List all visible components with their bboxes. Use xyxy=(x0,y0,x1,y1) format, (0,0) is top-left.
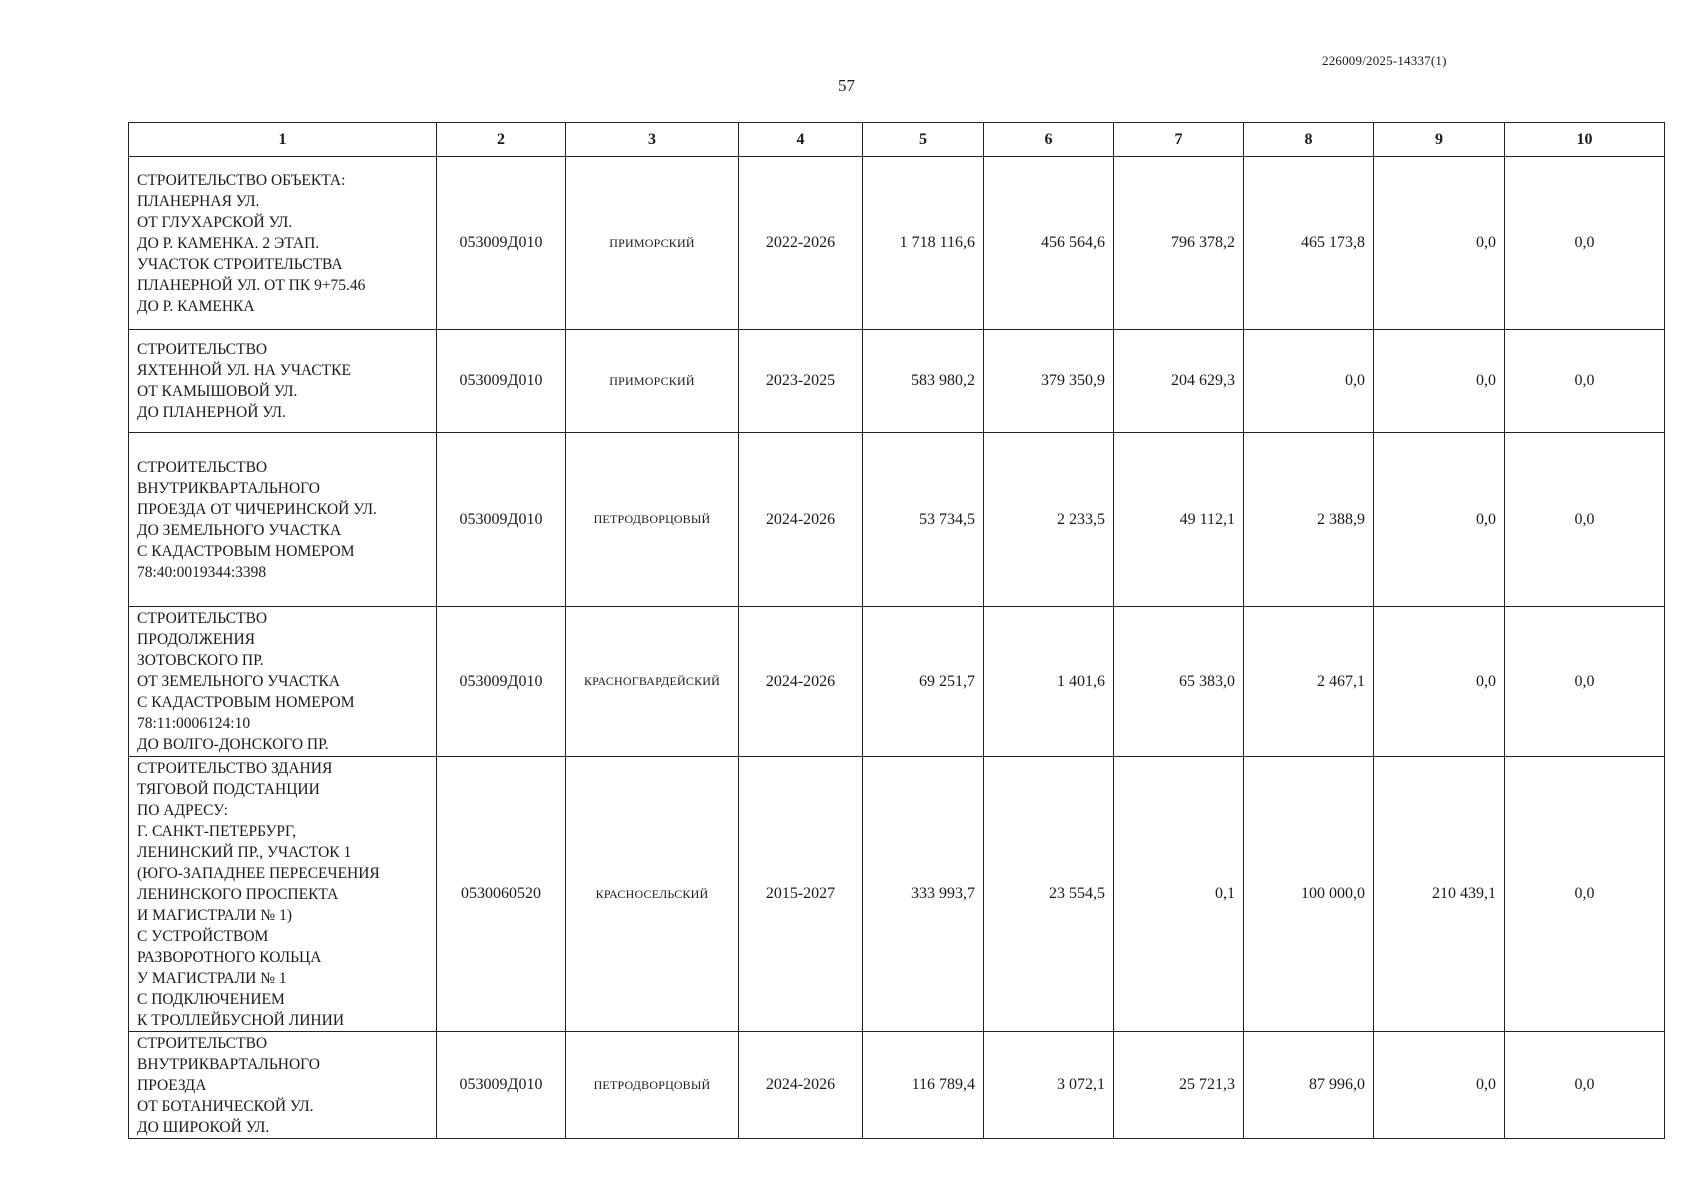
table-row xyxy=(129,1032,1665,1139)
object-name-cell xyxy=(129,1032,437,1139)
value-cell-5: 583 980,2 xyxy=(863,330,984,433)
object-name-cell xyxy=(129,157,437,330)
column-header: 3 xyxy=(566,123,739,157)
object-name-line: ПРОЕЗДА xyxy=(137,1076,207,1094)
object-name-line: ПО АДРЕСУ: xyxy=(137,801,228,819)
value-cell-5: 53 734,5 xyxy=(863,433,984,607)
object-name-line: ПРОДОЛЖЕНИЯ xyxy=(137,631,256,648)
value-cell-7: 25 721,3 xyxy=(1114,1032,1244,1139)
period-cell: 2015-2027 xyxy=(739,757,863,1032)
value-cell-10: 0,0 xyxy=(1505,433,1665,607)
value-cell-6: 23 554,5 xyxy=(984,757,1114,1032)
object-name-line: К ТРОЛЛЕЙБУСНОЙ ЛИНИИ xyxy=(137,1011,345,1029)
object-name-line: СТРОИТЕЛЬСТВО ОБЪЕКТА: xyxy=(137,171,346,189)
value-cell-10: 0,0 xyxy=(1505,757,1665,1032)
object-name-line: (ЮГО-ЗАПАДНЕЕ ПЕРЕСЕЧЕНИЯ xyxy=(137,864,380,882)
column-header: 2 xyxy=(437,123,566,157)
code-cell: 053009Д010 xyxy=(437,433,566,607)
value-cell-8: 465 173,8 xyxy=(1244,157,1374,330)
table-row xyxy=(129,157,1665,330)
column-header: 5 xyxy=(863,123,984,157)
column-header: 8 xyxy=(1244,123,1374,157)
district-cell: ПРИМОРСКИЙ xyxy=(566,330,739,433)
value-cell-7: 49 112,1 xyxy=(1114,433,1244,607)
object-name-line: ДО ШИРОКОЙ УЛ. xyxy=(137,1118,270,1136)
object-name-cell xyxy=(129,757,437,1032)
object-name-line: 78:11:0006124:10 xyxy=(137,715,251,732)
object-name-line: СТРОИТЕЛЬСТВО ЗДАНИЯ xyxy=(137,759,333,777)
column-number-row xyxy=(129,123,1665,157)
table-row xyxy=(129,607,1665,757)
value-cell-5: 116 789,4 xyxy=(863,1032,984,1139)
value-cell-5: 1 718 116,6 xyxy=(863,157,984,330)
object-name-line: И МАГИСТРАЛИ № 1) xyxy=(137,906,292,924)
column-header: 4 xyxy=(739,123,863,157)
column-header: 6 xyxy=(984,123,1114,157)
code-cell: 053009Д010 xyxy=(437,1032,566,1139)
table-row xyxy=(129,330,1665,433)
code-cell: 053009Д010 xyxy=(437,607,566,757)
value-cell-6: 1 401,6 xyxy=(984,607,1114,757)
period-cell: 2022-2026 xyxy=(739,157,863,330)
value-cell-10: 0,0 xyxy=(1505,607,1665,757)
object-name-line: ВНУТРИКВАРТАЛЬНОГО xyxy=(137,479,320,497)
period-cell: 2024-2026 xyxy=(739,433,863,607)
value-cell-10: 0,0 xyxy=(1505,1032,1665,1139)
object-name-line: С УСТРОЙСТВОМ xyxy=(137,927,269,945)
value-cell-7: 65 383,0 xyxy=(1114,607,1244,757)
object-name-line: ТЯГОВОЙ ПОДСТАНЦИИ xyxy=(137,780,320,798)
district-cell: ПЕТРОДВОРЦОВЫЙ xyxy=(566,433,739,607)
column-header: 10 xyxy=(1505,123,1665,157)
object-name-line: ОТ БОТАНИЧЕСКОЙ УЛ. xyxy=(137,1097,314,1115)
object-name-line: ДО Р. КАМЕНКА. 2 ЭТАП. xyxy=(137,234,320,252)
value-cell-8: 2 467,1 xyxy=(1244,607,1374,757)
district-cell: ПРИМОРСКИЙ xyxy=(566,157,739,330)
object-name-line: РАЗВОРОТНОГО КОЛЬЦА xyxy=(137,948,322,966)
object-name-line: ПЛАНЕРНАЯ УЛ. xyxy=(137,192,260,210)
object-name-line: ДО ВОЛГО-ДОНСКОГО ПР. xyxy=(137,736,329,753)
period-cell: 2023-2025 xyxy=(739,330,863,433)
table-row xyxy=(129,433,1665,607)
object-name-line: ПРОЕЗДА ОТ ЧИЧЕРИНСКОЙ УЛ. xyxy=(137,500,377,518)
value-cell-9: 0,0 xyxy=(1374,607,1505,757)
object-name-line: С КАДАСТРОВЫМ НОМЕРОМ xyxy=(137,694,355,711)
object-name-line: СТРОИТЕЛЬСТВО xyxy=(137,341,268,358)
column-header: 9 xyxy=(1374,123,1505,157)
district-cell: КРАСНОГВАРДЕЙСКИЙ xyxy=(566,607,739,757)
district-cell: КРАСНОСЕЛЬСКИЙ xyxy=(566,757,739,1032)
object-name-line: ЛЕНИНСКОГО ПРОСПЕКТА xyxy=(137,885,339,903)
code-cell: 053009Д010 xyxy=(437,157,566,330)
value-cell-10: 0,0 xyxy=(1505,330,1665,433)
object-name-line: С КАДАСТРОВЫМ НОМЕРОМ xyxy=(137,542,355,560)
code-cell: 0530060520 xyxy=(437,757,566,1032)
column-header: 7 xyxy=(1114,123,1244,157)
object-name-line: СТРОИТЕЛЬСТВО xyxy=(137,610,268,627)
object-name-line: ДО ЗЕМЕЛЬНОГО УЧАСТКА xyxy=(137,521,342,539)
object-name-line: ДО ПЛАНЕРНОЙ УЛ. xyxy=(137,404,286,421)
page-number: 57 xyxy=(838,76,855,95)
object-name-line: СТРОИТЕЛЬСТВО xyxy=(137,458,268,476)
object-name-line: 78:40:0019344:3398 xyxy=(137,563,267,581)
value-cell-9: 0,0 xyxy=(1374,330,1505,433)
document-number: 226009/2025-14337(1) xyxy=(1322,53,1447,68)
object-name-line: ЯХТЕННОЙ УЛ. НА УЧАСТКЕ xyxy=(137,362,351,379)
value-cell-8: 0,0 xyxy=(1244,330,1374,433)
object-name-line: С ПОДКЛЮЧЕНИЕМ xyxy=(137,990,285,1008)
object-name-line: УЧАСТОК СТРОИТЕЛЬСТВА xyxy=(137,255,343,273)
value-cell-6: 3 072,1 xyxy=(984,1032,1114,1139)
object-name-line: ПЛАНЕРНОЙ УЛ. ОТ ПК 9+75.46 xyxy=(137,276,366,294)
value-cell-6: 2 233,5 xyxy=(984,433,1114,607)
object-name-line: Г. САНКТ-ПЕТЕРБУРГ, xyxy=(137,822,297,840)
object-name-cell xyxy=(129,433,437,607)
value-cell-5: 333 993,7 xyxy=(863,757,984,1032)
value-cell-10: 0,0 xyxy=(1505,157,1665,330)
district-cell: ПЕТРОДВОРЦОВЫЙ xyxy=(566,1032,739,1139)
value-cell-8: 2 388,9 xyxy=(1244,433,1374,607)
column-header: 1 xyxy=(129,123,437,157)
value-cell-8: 87 996,0 xyxy=(1244,1032,1374,1139)
budget-table xyxy=(128,122,1665,1139)
table-row xyxy=(129,757,1665,1032)
period-cell: 2024-2026 xyxy=(739,607,863,757)
object-name-line: ЗОТОВСКОГО ПР. xyxy=(137,652,264,669)
value-cell-7: 0,1 xyxy=(1114,757,1244,1032)
period-cell: 2024-2026 xyxy=(739,1032,863,1139)
object-name-cell xyxy=(129,607,437,757)
object-name-line: ОТ ГЛУХАРСКОЙ УЛ. xyxy=(137,213,293,231)
value-cell-7: 796 378,2 xyxy=(1114,157,1244,330)
object-name-line: ВНУТРИКВАРТАЛЬНОГО xyxy=(137,1055,320,1073)
object-name-line: ОТ КАМЫШОВОЙ УЛ. xyxy=(137,383,298,400)
value-cell-9: 210 439,1 xyxy=(1374,757,1505,1032)
value-cell-9: 0,0 xyxy=(1374,433,1505,607)
value-cell-5: 69 251,7 xyxy=(863,607,984,757)
value-cell-8: 100 000,0 xyxy=(1244,757,1374,1032)
value-cell-9: 0,0 xyxy=(1374,157,1505,330)
object-name-line: У МАГИСТРАЛИ № 1 xyxy=(137,969,287,987)
value-cell-6: 379 350,9 xyxy=(984,330,1114,433)
value-cell-6: 456 564,6 xyxy=(984,157,1114,330)
code-cell: 053009Д010 xyxy=(437,330,566,433)
object-name-line: ДО Р. КАМЕНКА xyxy=(137,297,255,315)
object-name-line: СТРОИТЕЛЬСТВО xyxy=(137,1034,268,1052)
object-name-cell xyxy=(129,330,437,433)
object-name-line: ОТ ЗЕМЕЛЬНОГО УЧАСТКА xyxy=(137,673,341,690)
value-cell-7: 204 629,3 xyxy=(1114,330,1244,433)
object-name-line: ЛЕНИНСКИЙ ПР., УЧАСТОК 1 xyxy=(137,843,352,861)
value-cell-9: 0,0 xyxy=(1374,1032,1505,1139)
